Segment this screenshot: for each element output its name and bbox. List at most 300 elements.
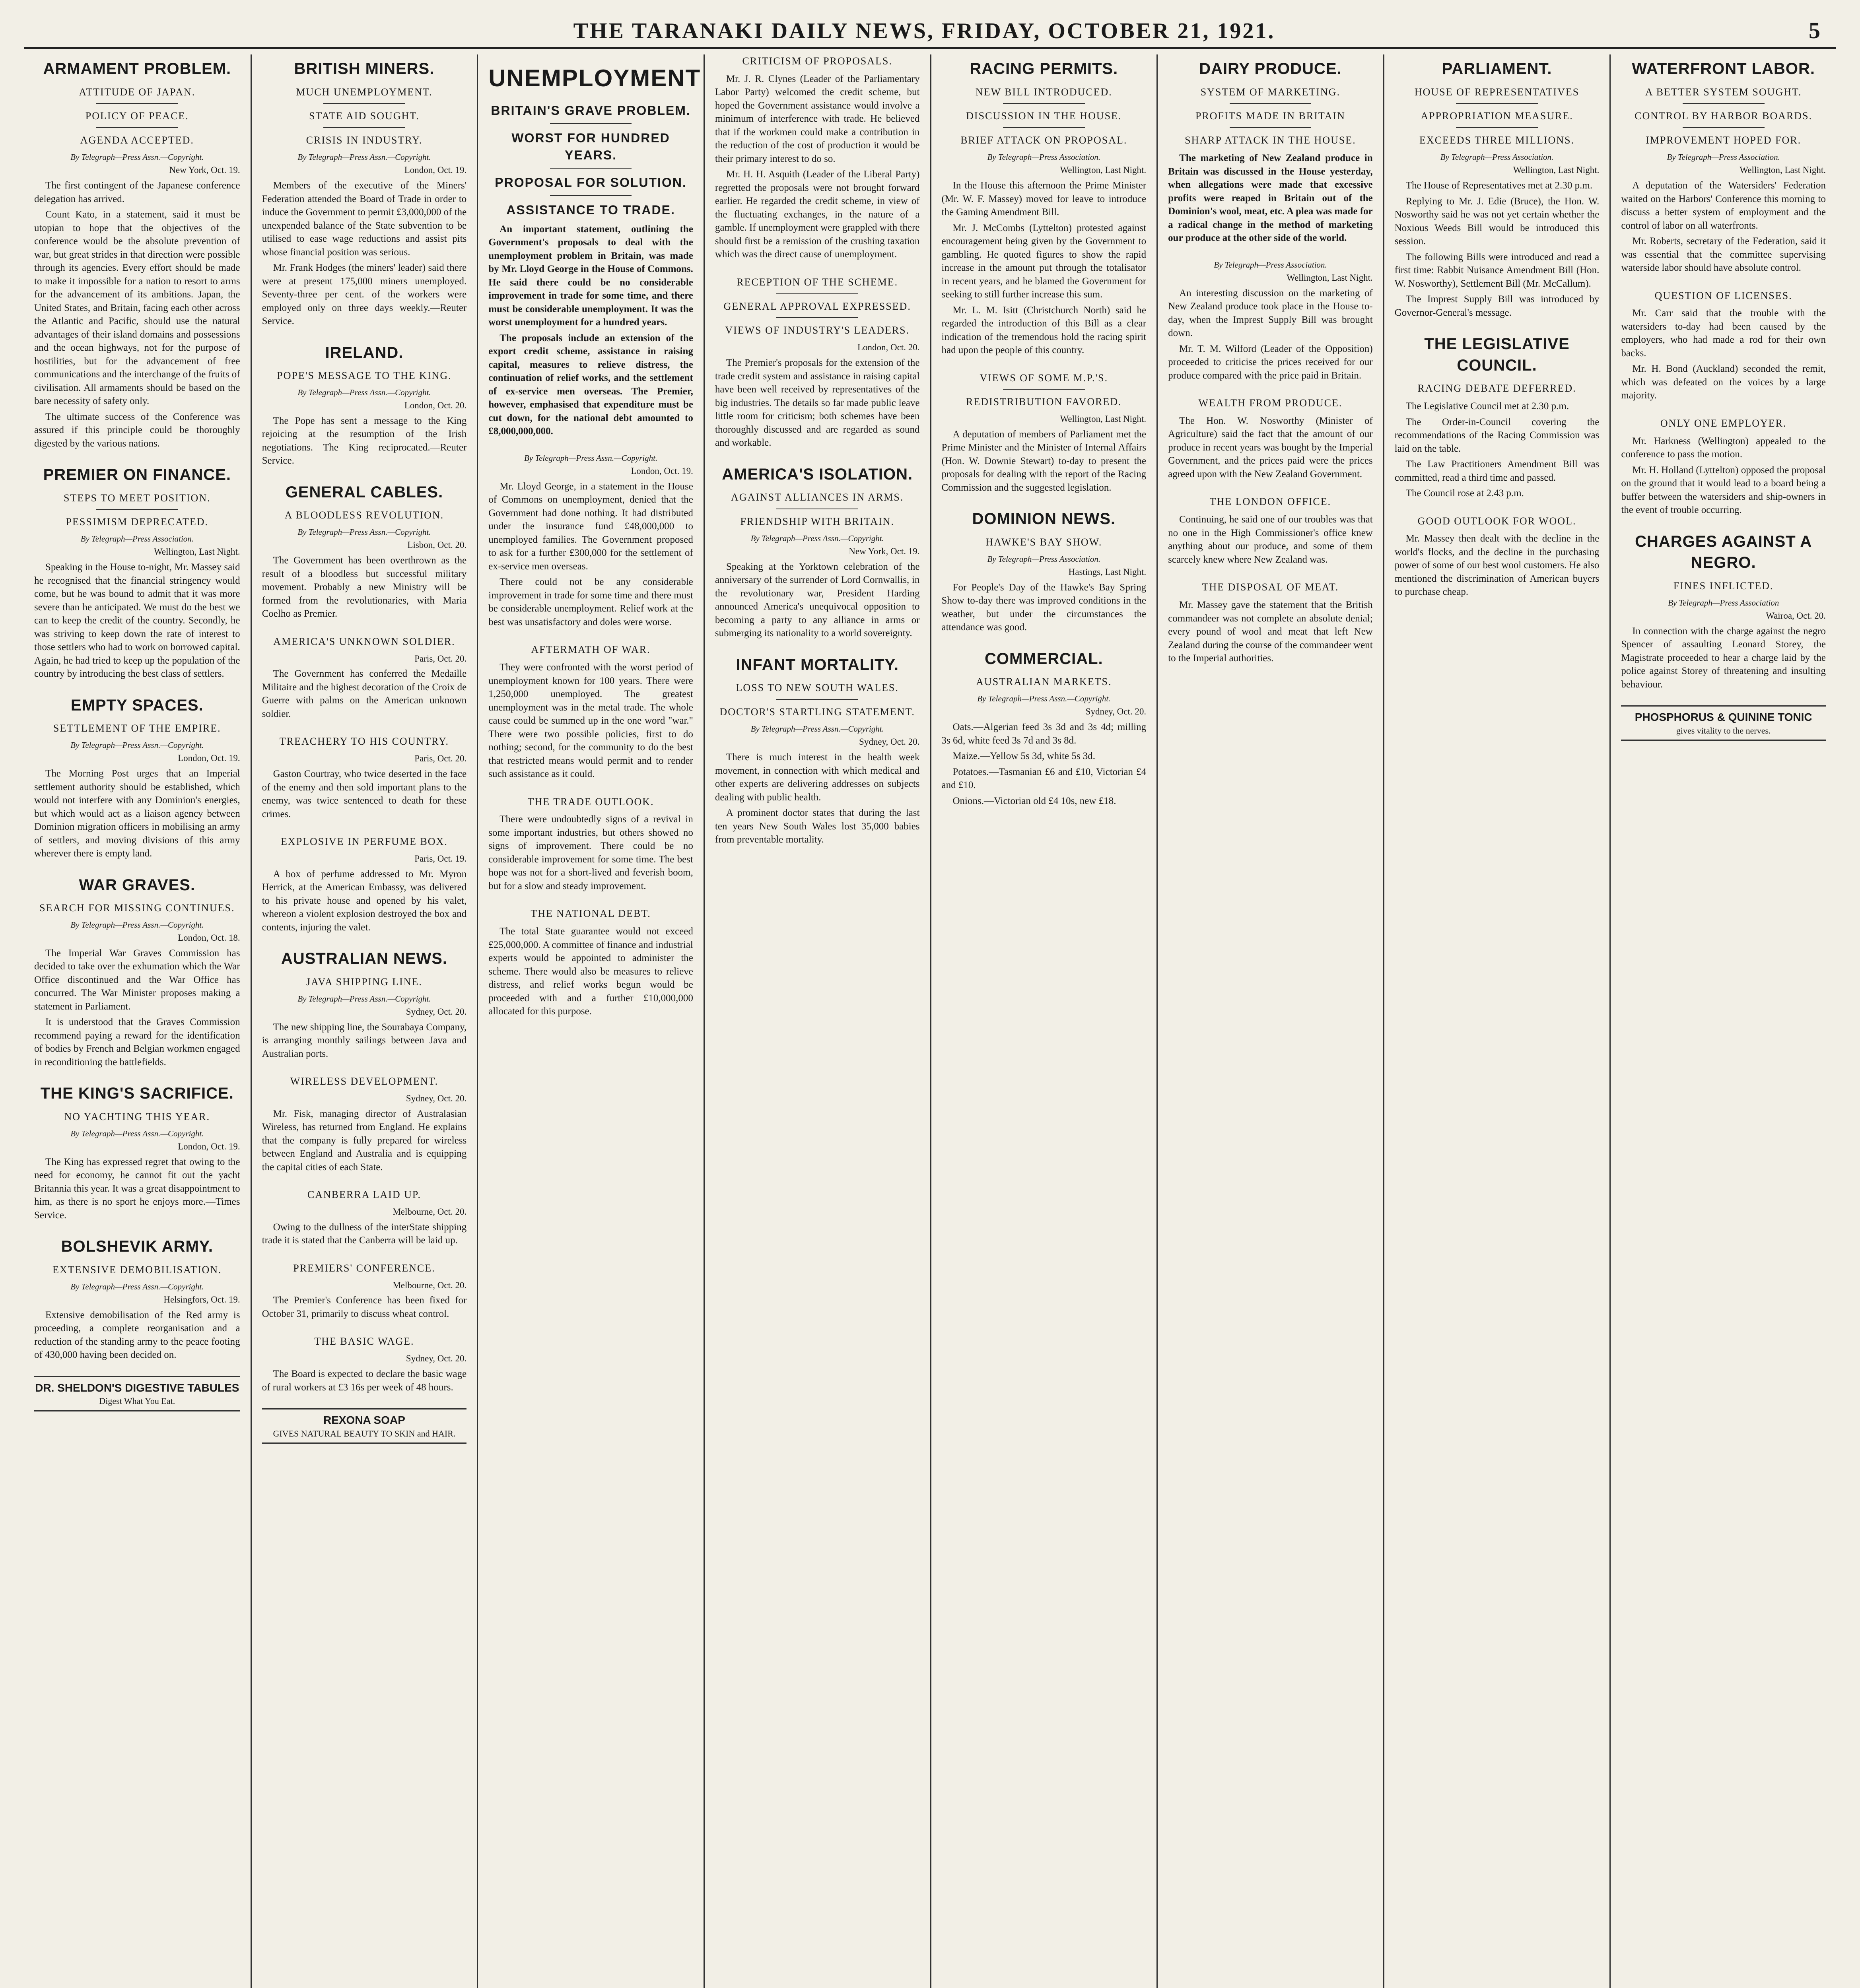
article-subhead: WEALTH FROM PRODUCE.: [1198, 397, 1343, 409]
article-subhead: PROFITS MADE IN BRITAIN: [1195, 110, 1345, 122]
wire-credit: By Telegraph—Press Assn.—Copyright.: [70, 740, 204, 750]
article-subhead: HOUSE OF REPRESENTATIVES: [1414, 86, 1580, 98]
article-subhead: AMERICA'S UNKNOWN SOLDIER.: [273, 635, 455, 647]
article: [262, 1335, 467, 1394]
paragraph: Mr. Massey then dealt with the decline in the world's flocks, and the decline in the purchasing power of some of our best wool customers. He also mentioned the discrimination of American buyers to purchase cheap.: [1394, 533, 1600, 598]
article-body: [262, 868, 467, 934]
article: [34, 464, 240, 681]
article: [715, 654, 920, 846]
article-subhead: APPROPRIATION MEASURE.: [1421, 110, 1573, 122]
divider-rule: [1683, 127, 1765, 128]
article-headline: DOMINION NEWS.: [972, 510, 1116, 528]
wire-credit: By Telegraph—Press Assn.—Copyright.: [70, 1281, 204, 1291]
paragraph: The King has expressed regret that owing to the need for economy, he cannot fit out the yacht Britannia this year. It was a great disappointment to him, as there is no sport he enjoys more.—Times Service.: [34, 1156, 240, 1221]
article-body: [262, 1221, 467, 1247]
article: [488, 907, 693, 1018]
paragraph: The new shipping line, the Sourabaya Company, is arranging monthly sailings between Java and Australian ports.: [262, 1021, 467, 1059]
article: [1395, 514, 1600, 599]
paragraph: The Government has conferred the Medaille Militaire and the highest decoration of the Croix de Guerre with palms on the American unknown soldier.: [262, 668, 467, 719]
paragraph: The Pope has sent a message to the King rejoicing at the resumption of the Irish negotiations. The King reciprocated.—Reuter Service.: [262, 415, 467, 466]
article-headline: PARLIAMENT.: [1442, 60, 1552, 78]
paragraph: The Morning Post urges that an Imperial settlement authority should be established, which would not interfere with any Dominion's energies, but which would act as a liaison agency between Dominion migration officers in mobilising an army of settlers, and moving divisions of this army wherever there is empty land.: [34, 768, 240, 859]
article-subhead: ASSISTANCE TO TRADE.: [506, 202, 675, 217]
article-body: [34, 767, 240, 860]
article-subhead: FINES INFLICTED.: [1673, 580, 1774, 592]
divider-rule: [550, 123, 632, 124]
paragraph: Mr. Lloyd George, in a statement in the House of Commons on unemployment, denied that the Government had done nothing. It had distributed under the insurance fund £48,000,000 to unemployed families. The Government proposed to ask for a further £300,000 for the settlement of ex-service men overseas.: [488, 481, 693, 572]
dateline: Helsingfors, Oct. 19.: [163, 1294, 240, 1305]
article: [715, 276, 920, 450]
wire-credit: By Telegraph—Press Association.: [80, 534, 194, 544]
paragraph: Mr. J. R. Clynes (Leader of the Parliamentary Labor Party) welcomed the credit scheme, but hoped the Government assistance would involve a minimum of interference with trade. He believed that if the workmen could make a contribution in the reduction of the cost of production it would be their primary interest to do so.: [715, 73, 920, 164]
wire-credit: By Telegraph—Press Assn.—Copyright.: [524, 453, 658, 463]
paragraph: Replying to Mr. J. Edie (Bruce), the Hon. W. Nosworthy said he was not yet certain whether the Noxious Weeds Bill would be introduced this session.: [1394, 196, 1600, 247]
dateline: Wellington, Last Night.: [1060, 414, 1147, 424]
ad-text: Digest What You Eat.: [99, 1396, 175, 1406]
article: [1168, 396, 1373, 481]
divider-rule: [1230, 127, 1312, 128]
paragraph: Speaking at the Yorktown celebration of the anniversary of the surrender of Lord Cornwallis, in the revolutionary war, President Harding announced America's unequivocal opposition to becoming a party to any alliance in arms or submerging its nationality to a world sovereignty.: [715, 561, 920, 639]
article-body: [262, 554, 467, 621]
article-subhead: STATE AID SOUGHT.: [309, 110, 420, 122]
paragraph: Members of the executive of the Miners' Federation attended the Board of Trade in order to induce the Government to permit £3,000,000 of the unexpended balance of the State subvention to be utilised to ease wage reductions and assist pits whose financial position was serious.: [262, 180, 467, 258]
divider-rule: [776, 317, 858, 318]
article-headline: INFANT MORTALITY.: [736, 656, 899, 674]
article-body: [942, 179, 1147, 357]
masthead: [24, 16, 1836, 49]
divider-rule: [323, 103, 405, 104]
wire-credit: By Telegraph—Press Association.: [987, 554, 1101, 564]
article-body: [34, 179, 240, 450]
paragraph: Mr. J. McCombs (Lyttelton) protested against encouragement being given by the Government to gambling. He quoted figures to show the rapid increase in the amount put through the totalisator in recent years, and he blamed the Government for seeking to still further increase this sum.: [941, 222, 1147, 300]
wire-credit: By Telegraph—Press Assn.—Copyright.: [297, 527, 431, 537]
paragraph: The Board is expected to declare the basic wage of rural workers at £3 16s per week of 48 hours.: [262, 1369, 467, 1393]
article: [942, 648, 1147, 808]
wire-credit: By Telegraph—Press Association: [1668, 598, 1779, 608]
paragraph: The proposals include an extension of the export credit scheme, assistance in raising capital, measures to relieve distress, the continuation of relief works, and the settlement of ex-service men overseas. The Premier, however, emphasised that expenditure must be cut down, for the national debt amounted to £8,000,000,000.: [488, 332, 693, 437]
ad-text: GIVES NATURAL BEAUTY TO SKIN and HAIR.: [273, 1428, 456, 1439]
wire-credit: By Telegraph—Press Assn.—Copyright.: [297, 994, 431, 1004]
article-subhead: THE LONDON OFFICE.: [1209, 496, 1331, 508]
article-subhead: RECEPTION OF THE SCHEME.: [737, 276, 898, 288]
dateline: London, Oct. 19.: [631, 466, 693, 476]
article-body: [1395, 400, 1600, 500]
article-subhead: BRITAIN'S GRAVE PROBLEM.: [491, 103, 691, 118]
article-body: [1621, 435, 1826, 517]
dateline: Wellington, Last Night.: [1060, 165, 1147, 175]
article: [262, 58, 467, 328]
paragraph: Mr. Harkness (Wellington) appealed to the conference to pass the motion.: [1621, 435, 1826, 460]
article-headline: IRELAND.: [325, 344, 404, 361]
article-headline: WAR GRAVES.: [79, 876, 196, 894]
article-headline: BRITISH MINERS.: [294, 60, 435, 78]
article: [488, 62, 701, 438]
article-subhead: MUCH UNEMPLOYMENT.: [296, 86, 433, 98]
advertisement: [1621, 705, 1826, 741]
paragraph: Mr. L. M. Isitt (Christchurch North) said he regarded the introduction of this Bill as a clear indication of the tremendous hold the racing spirit had upon the people of this country.: [941, 305, 1147, 356]
paragraph: Mr. Frank Hodges (the miners' leader) said there were at present 175,000 miners unemployed. Seventy-three per cent. of the workers were employed only on three days weekly.—Reuter Service.: [262, 262, 467, 327]
column-6: [1156, 54, 1383, 1988]
wire-credit: By Telegraph—Press Assn.—Copyright.: [70, 920, 204, 930]
article-subhead: WIRELESS DEVELOPMENT.: [290, 1076, 439, 1087]
article: [34, 875, 240, 1069]
article-headline: WATERFRONT LABOR.: [1632, 60, 1815, 78]
divider-rule: [96, 103, 178, 104]
paragraph: Onions.—Victorian old £4 10s, new £18.: [952, 795, 1116, 806]
article-body: [715, 751, 920, 846]
article-body: [1621, 179, 1826, 275]
article-body: [942, 720, 1147, 808]
paragraph: Gaston Courtray, who twice deserted in the face of the enemy and then sold important plans to the enemy, was twice sentenced to death for these crimes.: [262, 769, 467, 819]
article-body: [262, 667, 467, 720]
divider-rule: [1683, 103, 1765, 104]
article: [488, 795, 693, 893]
paragraph: The Order-in-Council covering the recommendations of the Racing Commission was laid on the table.: [1394, 416, 1600, 454]
divider-rule: [1456, 127, 1538, 128]
paragraph: The following Bills were introduced and read a first time: Rabbit Nuisance Amendment Bill (Hon. W. Nosworthy), Settlement Bill (Mr. McCallum).: [1394, 251, 1600, 289]
article-headline: AUSTRALIAN NEWS.: [281, 950, 448, 968]
paragraph: Mr. Carr said that the trouble with the watersiders to-day had been caused by the employers, who had made a rod for their own backs.: [1621, 308, 1826, 359]
article: [1621, 531, 1826, 691]
article-subhead: PROPOSAL FOR SOLUTION.: [495, 175, 687, 190]
paragraph: In connection with the charge against the negro Spencer of assaulting Leonard Storey, the Magistrate proceeded to hear a charge laid by the police against Storey of threatening and insulting behaviour.: [1621, 625, 1826, 690]
paragraph: The Imperial War Graves Commission has decided to take over the exhumation which the War Office discontinued and the War Office has concurred. The War Minister proposes making a statement in Parliament.: [34, 947, 240, 1012]
article-subhead: PESSIMISM DEPRECATED.: [66, 516, 209, 528]
article-body: [34, 1155, 240, 1222]
paragraph: For People's Day of the Hawke's Bay Spring Show to-day there was improved conditions in the weather, but under the circumstances the attendance was good.: [941, 582, 1147, 633]
article-subhead: LOSS TO NEW SOUTH WALES.: [736, 682, 899, 694]
paragraph: The House of Representatives met at 2.30 p.m.: [1405, 180, 1593, 191]
ad-title: REXONA SOAP: [323, 1414, 405, 1427]
paragraph: Mr. Massey gave the statement that the British commandeer was not complete an absolute denial; every pound of wool and meat that left New Zealand during the course of the commandeer went to the Imperial authorities.: [1168, 600, 1373, 664]
article-subhead: BRIEF ATTACK ON PROPOSAL.: [960, 134, 1127, 146]
dateline: Sydney, Oct. 20.: [859, 737, 920, 747]
article-subhead: GENERAL APPROVAL EXPRESSED.: [723, 300, 911, 312]
paragraph: The Premier's proposals for the extension of the trade credit system and assistance in raising capital have been well received by representatives of the big industries. The details so far made public leave little room for criticism; both schemes have been thoroughly discussed and are regarded as sound and workable.: [715, 357, 920, 448]
article-subhead: EXCEEDS THREE MILLIONS.: [1419, 134, 1575, 146]
wire-credit: By Telegraph—Press Assn.—Copyright.: [977, 694, 1111, 704]
article: [488, 643, 693, 780]
paragraph: A deputation of members of Parliament met the Prime Minister and the Minister of Internal Affairs (Hon. W. Downie Stewart) to-day to present the proposals for dealing with the report of the Racing Commission and the suggested legislation.: [941, 429, 1147, 493]
paragraph: The first contingent of the Japanese conference delegation has arrived.: [34, 180, 240, 204]
article-subhead: A BETTER SYSTEM SOUGHT.: [1645, 86, 1802, 98]
article: [262, 635, 467, 721]
article-body: [488, 480, 693, 629]
divider-rule: [1003, 103, 1085, 104]
wire-credit: By Telegraph—Press Association.: [1667, 152, 1780, 162]
article-headline: COMMERCIAL.: [984, 650, 1103, 668]
ad-title: PHOSPHORUS & QUININE TONIC: [1635, 711, 1812, 724]
article-body: [1395, 532, 1600, 599]
paragraph: Owing to the dullness of the interState shipping trade it is stated that the Canberra will be laid up.: [262, 1221, 467, 1246]
paragraph: They were confronted with the worst period of unemployment known for 100 years. There were 1,250,000 unemployed. The greatest unemployment was in the metal trade. The whole cause could be summed up in the one word "war." There were two possible policies, first to do nothing; second, for the community to do the best that restricted means would permit and to render such assistance as it could.: [488, 662, 693, 780]
article: [1168, 495, 1373, 566]
article-subhead: SETTLEMENT OF THE EMPIRE.: [53, 722, 221, 734]
paragraph: Oats.—Algerian feed 3s 3d and 3s 4d; milling 3s 6d, white feed 3s 7d and 3s 8d.: [941, 722, 1147, 746]
article-subhead: AGAINST ALLIANCES IN ARMS.: [731, 491, 904, 503]
article-subhead: AFTERMATH OF WAR.: [531, 644, 651, 656]
column-4: [704, 54, 930, 1988]
dateline: New York, Oct. 19.: [169, 165, 240, 175]
dateline: Wellington, Last Night.: [1739, 165, 1826, 175]
article-headline: AMERICA'S ISOLATION.: [722, 465, 913, 483]
paragraph: It is understood that the Graves Commission recommend paying a reward for the identification of bodies by French and Belgian workmen engaged in reconditioning the battlefields.: [34, 1017, 240, 1068]
article: [1395, 58, 1600, 319]
article: [1621, 58, 1826, 275]
paragraph: Mr. H. Holland (Lyttelton) opposed the proposal on the ground that it would lead to a board being a buffer between the watersiders and ship-owners in the event of trouble occurring.: [1621, 464, 1826, 516]
wire-credit: By Telegraph—Press Association.: [1440, 152, 1554, 162]
paragraph: The ultimate success of the Conference was assured if this principle could be thoroughly digested by the various nations.: [34, 411, 240, 449]
article-headline: THE LEGISLATIVE COUNCIL.: [1424, 335, 1570, 374]
article-body: [34, 1309, 240, 1362]
article-subhead: STEPS TO MEET POSITION.: [64, 492, 211, 504]
paragraph: The Government has been overthrown as the result of a bloodless but successful military movement. Probably a new Ministry will be formed from the revolutionaries, with Maria Coelho as Premier.: [262, 555, 467, 619]
column-7: [1383, 54, 1610, 1988]
article-subhead: DOCTOR'S STARTLING STATEMENT.: [719, 706, 915, 718]
article-subhead: RACING DEBATE DEFERRED.: [1417, 382, 1576, 394]
article-body: [262, 1294, 467, 1320]
dateline: Melbourne, Oct. 20.: [393, 1280, 467, 1290]
article: [715, 464, 920, 640]
article-body: [942, 581, 1147, 634]
article: [1168, 580, 1373, 665]
article-body: [715, 560, 920, 640]
article-subhead: POLICY OF PEACE.: [85, 110, 189, 122]
article-body: [488, 925, 693, 1018]
article-subhead: DISCUSSION IN THE HOUSE.: [966, 110, 1122, 122]
article: [1621, 289, 1826, 402]
article-subhead: ONLY ONE EMPLOYER.: [1660, 417, 1787, 429]
article-body: [262, 179, 467, 328]
wire-credit: By Telegraph—Press Assn.—Copyright.: [70, 1128, 204, 1138]
wire-credit: By Telegraph—Press Assn.—Copyright.: [70, 152, 204, 162]
dateline: Hastings, Last Night.: [1068, 567, 1147, 577]
article-headline: RACING PERMITS.: [970, 60, 1118, 78]
advertisement: [262, 1408, 467, 1444]
article: [715, 54, 920, 261]
article: [262, 735, 467, 821]
article-subhead: VIEWS OF SOME M.P.'S.: [980, 372, 1108, 384]
article-subhead: A BLOODLESS REVOLUTION.: [284, 509, 444, 521]
article-subhead: FRIENDSHIP WITH BRITAIN.: [740, 516, 894, 528]
masthead-title: THE TARANAKI DAILY NEWS, FRIDAY, OCTOBER 21, 1921.: [573, 19, 1275, 43]
article-subhead: SHARP ATTACK IN THE HOUSE.: [1185, 134, 1356, 146]
article-headline: UNEMPLOYMENT: [488, 65, 701, 91]
paragraph: In the House this afternoon the Prime Minister (Mr. W. F. Massey) moved for leave to introduce the Gaming Amendment Bill.: [941, 180, 1147, 218]
dateline: Paris, Oct. 19.: [414, 853, 467, 864]
article-subhead: NEW BILL INTRODUCED.: [975, 86, 1112, 98]
paragraph: The Premier's Conference has been fixed for October 31, primarily to discuss wheat control.: [262, 1295, 467, 1319]
article: [262, 342, 467, 468]
article-body: [715, 356, 920, 450]
paragraph: There could not be any considerable improvement in trade for some time and there must be considerable unemployment. Relief work at the best was unsatisfactory and doles were worse.: [488, 577, 693, 627]
dateline: Wellington, Last Night.: [154, 547, 240, 557]
paragraph: The Legislative Council met at 2.30 p.m.: [1405, 401, 1569, 412]
dateline: Wellington, Last Night.: [1287, 272, 1373, 283]
article-subhead: THE BASIC WAGE.: [314, 1336, 414, 1347]
article: [34, 58, 240, 450]
article-body: [1168, 414, 1373, 481]
dateline: Wairoa, Oct. 20.: [1766, 610, 1826, 621]
ad-title: DR. SHELDON'S DIGESTIVE TABULES: [35, 1381, 239, 1394]
paragraph: The Law Practitioners Amendment Bill was committed, read a third time and passed.: [1394, 459, 1600, 483]
article-headline: DAIRY PRODUCE.: [1199, 60, 1342, 78]
paragraph: A deputation of the Watersiders' Federation waited on the Harbors' Conference this morning to discuss a better system of employment and the control of labor on all waterfronts.: [1621, 180, 1826, 231]
article-headline: BOLSHEVIK ARMY.: [61, 1238, 214, 1256]
article: [1395, 334, 1600, 500]
article: [262, 1188, 467, 1247]
dateline: Paris, Oct. 20.: [414, 653, 467, 664]
article-subhead: POPE'S MESSAGE TO THE KING.: [277, 370, 452, 382]
ad-text: gives vitality to the nerves.: [1676, 725, 1771, 736]
dateline: London, Oct. 20.: [404, 400, 467, 411]
divider-rule: [1003, 389, 1085, 390]
article-subhead: VIEWS OF INDUSTRY'S LEADERS.: [725, 324, 910, 336]
paragraph: The Council rose at 2.43 p.m.: [1405, 488, 1524, 499]
dateline: London, Oct. 20.: [857, 342, 920, 353]
divider-rule: [1456, 103, 1538, 104]
article-headline: PREMIER ON FINANCE.: [43, 466, 231, 484]
article-subhead: QUESTION OF LICENSES.: [1654, 289, 1792, 301]
divider-rule: [96, 509, 178, 510]
wire-credit: By Telegraph—Press Association.: [1214, 260, 1327, 270]
wire-credit: By Telegraph—Press Assn.—Copyright.: [297, 152, 431, 162]
wire-credit: By Telegraph—Press Assn.—Copyright.: [297, 387, 431, 397]
dateline: Sydney, Oct. 20.: [1085, 707, 1147, 717]
dateline: Lisbon, Oct. 20.: [407, 540, 467, 550]
article-headline: ARMAMENT PROBLEM.: [43, 60, 231, 78]
paragraph: An important statement, outlining the Government's proposals to deal with the unemployment problem in Britain, was made by Mr. Lloyd George in the House of Commons. He said there could be no considerable improvement in trade for some time, and there must be considerable unemployment. It was the worst unemployment for a hundred years.: [488, 223, 693, 328]
paragraph: Mr. Fisk, managing director of Australasian Wireless, has returned from England. He explains that the company is fully prepared for wireless between England and Australia and is equipping the capital cities of each State.: [262, 1108, 467, 1173]
article-subhead: CRISIS IN INDUSTRY.: [306, 134, 423, 146]
article-body: [715, 72, 920, 261]
dateline: London, Oct. 19.: [178, 1141, 240, 1151]
paragraph: Maize.—Yellow 5s 3d, white 5s 3d.: [952, 751, 1096, 762]
page-number: 5: [1809, 17, 1820, 43]
article-body: [34, 561, 240, 681]
article-body: [1621, 625, 1826, 691]
article-subhead: CRITICISM OF PROPOSALS.: [742, 55, 892, 67]
article-body: [262, 1107, 467, 1174]
article-body: [1168, 151, 1373, 245]
article: [262, 1075, 467, 1174]
dateline: London, Oct. 18.: [178, 933, 240, 943]
divider-rule: [1003, 127, 1085, 128]
dateline: London, Oct. 19.: [178, 753, 240, 763]
article-subhead: THE TRADE OUTLOOK.: [527, 796, 654, 808]
article-subhead: REDISTRIBUTION FAVORED.: [966, 396, 1122, 408]
dateline: New York, Oct. 19.: [849, 546, 920, 556]
paragraph: There were undoubtedly signs of a revival in some important industries, but others showed no signs of improvement. There could be no considerable improvement for some time. The best hope was not for a short-lived and feverish boom, but for a slow and steady improvement.: [488, 814, 693, 891]
article: [34, 1083, 240, 1222]
dateline: Wellington, Last Night.: [1513, 165, 1600, 175]
article: [1621, 417, 1826, 517]
article-subhead: SEARCH FOR MISSING CONTINUES.: [39, 902, 235, 914]
article-subhead: EXPLOSIVE IN PERFUME BOX.: [281, 836, 448, 848]
article-body: [262, 414, 467, 468]
column-1: [24, 54, 251, 1988]
paragraph: A box of perfume addressed to Mr. Myron Herrick, at the American Embassy, was delivered to his private house and opened by his valet, whereon a violent explosion destroyed the box and contents, injuring the valet.: [262, 868, 467, 933]
article-subhead: PREMIERS' CONFERENCE.: [293, 1262, 435, 1274]
paragraph: Mr. T. M. Wilford (Leader of the Opposition) proceeded to criticise the prices received for our produce compared with the price paid in Britain.: [1168, 343, 1373, 381]
article-body: [34, 947, 240, 1069]
article-subhead: TREACHERY TO HIS COUNTRY.: [279, 736, 449, 747]
article: [942, 371, 1147, 495]
divider-rule: [776, 293, 858, 294]
paragraph: Extensive demobilisation of the Red army is proceeding, a complete reorganisation and a reduction of the standing army to the peace footing of 430,000 having been decided on.: [34, 1309, 240, 1361]
article-subhead: EXTENSIVE DEMOBILISATION.: [52, 1264, 222, 1276]
column-2: [251, 54, 477, 1988]
paragraph: Mr. H. H. Asquith (Leader of the Liberal Party) regretted the proposals were not brought forward earlier. He regarded the credit scheme, in view of the fluctuating exchanges, in the nature of a gamble. If unemployment were grappled with there should first be a remission of the crushing taxation which was the direct cause of unemployment.: [715, 169, 920, 260]
column-5: [930, 54, 1157, 1988]
article: [34, 695, 240, 860]
article-body: [262, 1367, 467, 1394]
article-subhead: AGENDA ACCEPTED.: [80, 134, 194, 146]
article-subhead: THE NATIONAL DEBT.: [531, 908, 651, 920]
article-body: [942, 428, 1147, 495]
article-headline: THE KING'S SACRIFICE.: [40, 1085, 234, 1103]
paragraph: An interesting discussion on the marketing of New Zealand produce took place in the House to-day, when the Imprest Supply Bill was brought down.: [1168, 287, 1373, 339]
article-body: [488, 813, 693, 893]
columns: [24, 54, 1836, 1988]
divider-rule: [550, 168, 632, 169]
paragraph: Speaking in the House to-night, Mr. Massey said he recognised that the financial stringency would come, but he was bound to admit that it was more severe than he anticipated. We must do the best we can to keep the credit of the country. Secondly, he was striving to keep down the rate of interest to those settlers who had to work on borrowed capital. Again, he had tried to keep up the population of the country by introducing the best class of settlers.: [34, 562, 240, 679]
paragraph: The total State guarantee would not exceed £25,000,000. A committee of finance and industrial experts would be appointed to administer the scheme. There would also be measures to relieve distress, and relief works begun would be proceeded with and a further £10,000,000 allocated for this purpose.: [488, 926, 693, 1017]
article: [262, 835, 467, 934]
paragraph: Continuing, he said one of our troubles was that no one in the High Commissioner's office knew anything about our produce, and some of them scarcely knew where New Zealand was.: [1168, 514, 1373, 565]
article: [34, 1236, 240, 1361]
article-body: [488, 661, 693, 781]
article-subhead: HAWKE'S BAY SHOW.: [985, 536, 1102, 548]
article-subhead: ATTITUDE OF JAPAN.: [79, 86, 196, 98]
divider-rule: [550, 195, 632, 196]
dateline: Sydney, Oct. 20.: [406, 1093, 467, 1103]
dateline: Sydney, Oct. 20.: [406, 1353, 467, 1364]
paragraph: Count Kato, in a statement, said it must be utopian to hope that the objectives of the conference would be the absolute prevention of war, but great strides in that direction were possible through its agencies. Every effort should be made to make it impossible for a nation to resort to arms for the advancement of its ambitions. Japan, the United States, and Britain, facing each other across the Atlantic and Pacific, should use the natural advantages of their island domains and possessions and the ocean highways, not for the purpose of hostilities, but for the advancement of free communications and the interchange of the fruits of civilisation. All armaments should be based on the bare necessity of safety only.: [34, 209, 240, 407]
article-body: [1621, 307, 1826, 402]
paragraph: A prominent doctor states that during the last ten years New South Wales lost 35,000 babies from preventable mortality.: [715, 808, 920, 845]
divider-rule: [1230, 103, 1312, 104]
article-body: [1395, 179, 1600, 319]
dateline: Sydney, Oct. 20.: [406, 1006, 467, 1017]
article-subhead: IMPROVEMENT HOPED FOR.: [1646, 134, 1802, 146]
paragraph: Potatoes.—Tasmanian £6 and £10, Victorian £4 and £10.: [941, 766, 1147, 791]
article-subhead: SYSTEM OF MARKETING.: [1200, 86, 1341, 98]
article-headline: EMPTY SPACES.: [70, 696, 204, 714]
article: [1168, 259, 1373, 382]
divider-rule: [323, 127, 405, 128]
article: [262, 1262, 467, 1321]
article-subhead: CONTROL BY HARBOR BOARDS.: [1635, 110, 1813, 122]
wire-credit: By Telegraph—Press Association.: [987, 152, 1101, 162]
divider-rule: [96, 127, 178, 128]
article: [262, 948, 467, 1060]
article: [942, 58, 1147, 357]
article-subhead: NO YACHTING THIS YEAR.: [64, 1111, 210, 1123]
paragraph: Mr. H. Bond (Auckland) seconded the remit, which was defeated on the voices by a large majority.: [1621, 363, 1826, 401]
paragraph: There is much interest in the health week movement, in connection with which medical and other experts are delivering addresses on subjects dealing with public health.: [715, 752, 920, 803]
article-body: [262, 767, 467, 821]
paragraph: Mr. Roberts, secretary of the Federation, said it was essential that the committee supervising waterside labor should have absolute control.: [1621, 236, 1826, 274]
article: [488, 452, 693, 629]
article-headline: CHARGES AGAINST A NEGRO.: [1635, 532, 1812, 572]
advertisement: [34, 1376, 240, 1411]
article-subhead: WORST FOR HUNDRED YEARS.: [511, 131, 670, 163]
dateline: Paris, Oct. 20.: [414, 753, 467, 764]
article: [262, 482, 467, 621]
column-8: [1609, 54, 1836, 1988]
article-body: [1168, 513, 1373, 566]
